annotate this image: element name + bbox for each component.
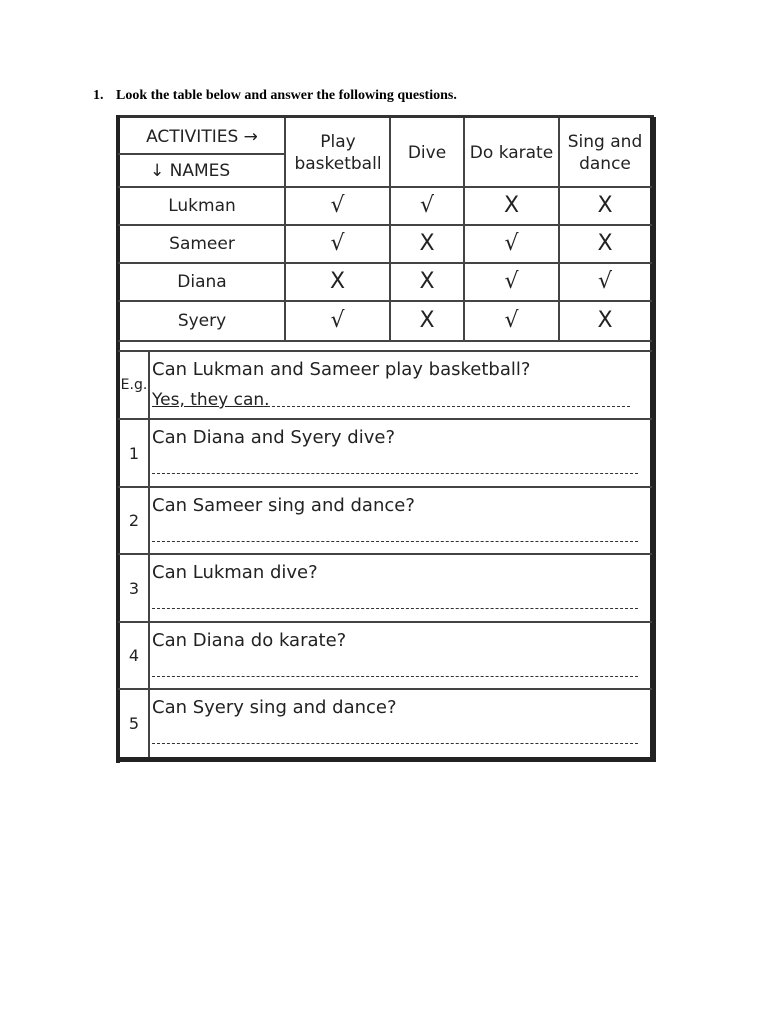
header-activity: Sing and dance [567,132,643,174]
header-names: ↓ NAMES [150,160,231,181]
activity-mark: √ [419,193,435,218]
table-line [118,553,652,555]
row-name: Diana [177,272,227,292]
activity-mark: √ [330,308,345,333]
question-label: 3 [128,578,140,598]
header-activity: Play basketball [294,132,382,174]
question-label: 4 [128,646,140,665]
answer-line[interactable] [152,473,638,474]
table-border [650,117,656,762]
answer-line[interactable] [152,541,638,542]
table-line [118,486,652,488]
activity-mark: √ [330,231,345,256]
question-label: 2 [128,511,140,530]
table-line [118,418,652,420]
activity-mark: X [597,193,613,218]
question-label: E.g. [120,377,148,393]
table-line [118,688,652,690]
activity-mark: X [503,193,520,218]
answer-line[interactable] [152,608,638,609]
question-text: Can Diana and Syery dive? [152,427,395,448]
header-activity: Dive [407,143,447,163]
row-name: Lukman [168,196,236,216]
activity-mark: X [329,269,346,294]
table-line [118,340,652,342]
instruction-text: Look the table below and answer the following questions. [116,88,457,103]
answer-line[interactable] [152,743,638,744]
table-line [118,350,652,352]
table-border [116,757,656,762]
activity-mark: X [419,231,435,256]
table-line [118,621,652,623]
activity-mark: √ [504,308,519,333]
answer-line [262,406,630,407]
activity-mark: √ [504,231,519,256]
activity-mark: √ [597,269,613,294]
question-text: Can Lukman and Sameer play basketball? [152,359,531,380]
activity-mark: X [419,269,435,294]
question-text: Can Sameer sing and dance? [152,495,415,516]
activity-mark: X [419,308,435,333]
row-name: Syery [177,311,227,331]
table-border [116,115,654,118]
activity-mark: √ [330,193,345,218]
question-answer: Yes, they can. [152,390,270,410]
header-activities: ACTIVITIES → [146,126,258,147]
header-activity: Do karate [469,143,554,163]
activity-mark: √ [504,269,519,294]
question-label: 1 [128,443,140,463]
answer-line[interactable] [152,676,638,677]
instruction [93,88,457,104]
activity-mark: X [597,308,613,333]
table-line [148,352,150,757]
question-text: Can Diana do karate? [152,630,347,651]
question-text: Can Lukman dive? [152,562,318,583]
instruction-number: 1. [93,88,104,103]
activity-mark: X [597,231,613,256]
question-text: Can Syery sing and dance? [152,697,397,718]
question-label: 5 [128,714,140,733]
row-name: Sameer [169,234,235,254]
